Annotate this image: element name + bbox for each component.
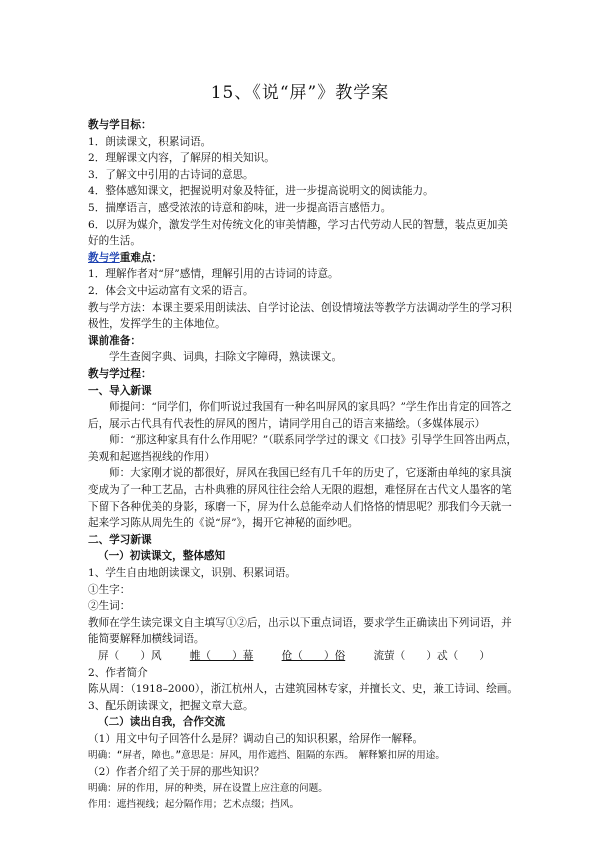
part2-sub2: （二）读出自我，合作交流 <box>98 716 226 729</box>
prep-heading: 课前准备： <box>88 334 141 347</box>
part1-line: 师：大家刚才说的都很好，屏风在我国已经有几千年的历史了，它逐渐由单纯的家具演 <box>109 467 512 480</box>
word-label: ②生词： <box>88 600 131 613</box>
part2-step3: 3、配乐朗读课文，把握文章大意。 <box>88 699 254 712</box>
answer-2a: 明确：屏的作用，屏的种类，屏在设置上应注意的问题。 <box>88 782 328 794</box>
keypoint-item: 2．体会文中运动富有文采的语言。 <box>88 284 254 297</box>
vocab-word: 流萤（ ）忒（ ） <box>373 650 490 662</box>
author-bio: 陈从周：（1918–2000），浙江杭州人，古建筑园林专家，并擅长文、史，兼工诗词、绘画。 <box>88 683 518 696</box>
answer-1: 明确：“屏者，障也。”意思是：屏风，用作遮挡、阻隔的东西。 解释繁扣屏的用途。 <box>88 749 445 761</box>
instruction-line: 教师在学生读完课文自主填写①②后，出示以下重点词语，要求学生正确读出下列词语，并 <box>88 616 512 629</box>
keypoint-item: 1．理解作者对“屏”感情，理解引用的古诗词的诗意。 <box>88 268 339 281</box>
goal-item: 4．整体感知课文，把握说明对象及特征，进一步提高说明文的阅读能力。 <box>88 185 434 198</box>
process-heading: 教与学过程： <box>88 367 152 380</box>
answer-2b: 作用：遮挡视线；起分隔作用；艺术点缀；挡风。 <box>88 799 300 811</box>
char-label: ①生字： <box>88 583 131 596</box>
goal-item: 3．了解文中引用的古诗词的意思。 <box>88 168 254 181</box>
vocab-word: 屏（ ）风 <box>98 650 162 662</box>
vocab-word: 帷（ ）幕 <box>189 650 254 662</box>
part1-line: 变成为了一种工艺品，古朴典雅的屏风往往会给人无限的遐想，难怪屏在古代文人墨客的笔 <box>88 484 512 497</box>
part1-line: 美观和起遮挡视线的作用） <box>88 450 216 463</box>
vocab-row <box>88 648 512 665</box>
keypoints-heading-text: 重难点： <box>119 251 163 264</box>
part1-line: 下留下各种优美的身影，琢磨一下，屏为什么总能牵动人们恪恪的情思呢？那我们今天就一 <box>88 500 512 513</box>
methods-text: 极性，发挥学生的主体地位。 <box>88 318 226 331</box>
prep-text: 学生查阅字典、词典，扫除文字障碍，熟读课文。 <box>109 351 343 364</box>
question-2: （2）作者介绍了关于屏的那些知识？ <box>88 766 265 779</box>
goal-item: 好的生活。 <box>88 235 141 248</box>
keypoints-heading <box>88 250 512 267</box>
part2-step1: 1、学生自由地朗读课文，识别、积累词语。 <box>88 567 297 580</box>
part2-step2: 2、作者简介 <box>88 666 148 679</box>
part2-sub1: （一）初读课文，整体感知 <box>98 550 226 563</box>
part1-line: 后，展示古代具有代表性的屏风的图片，请同学用自己的语言来描绘。（多媒体展示） <box>88 417 486 430</box>
part1-line: 师：“那这种家具有什么作用呢？”（联系同学学过的课文《口技》引导学生回答出两点， <box>109 434 518 447</box>
goal-item: 5．揣摩语言，感受浓浓的诗意和韵味，进一步提高语言感悟力。 <box>88 201 392 214</box>
vocab-word: 伧（ ）俗 <box>281 650 346 662</box>
goal-item: 6．以屏为媒介，激发学生对传统文化的审美情趣，学习古代劳动人民的智慧，装点更加美 <box>88 218 508 231</box>
instruction-line: 能简要解释加横线词语。 <box>88 633 205 646</box>
methods-text: 教与学方法：本课主要采用朗读法、自学讨论法、创设情境法等教学方法调动学生的学习积 <box>88 301 512 314</box>
part1-line: 师提问：“同学们，你们听说过我国有一种名叫屏风的家具吗？”学生作出肯定的回答之 <box>109 401 512 414</box>
document-page <box>88 70 518 814</box>
goal-item: 2．理解课文内容，了解屏的相关知识。 <box>88 152 275 165</box>
part1-heading: 一、导入新课 <box>88 384 152 397</box>
goals-heading: 教与学目标： <box>88 119 152 131</box>
question-1: （1）用文中句子回答什么是屏？调动自己的知识积累，给屏作一解释。 <box>88 732 424 745</box>
part1-line: 起来学习陈从周先生的《说“屏”》，揭开它神秘的面纱吧。 <box>88 517 359 530</box>
page-title: 15、《说“屏”》教学案 <box>210 83 390 103</box>
goal-item: 1．朗读课文，积累词语。 <box>88 135 212 148</box>
keypoints-link[interactable]: 教与学 <box>88 251 120 264</box>
part2-heading: 二、学习新课 <box>88 533 152 546</box>
